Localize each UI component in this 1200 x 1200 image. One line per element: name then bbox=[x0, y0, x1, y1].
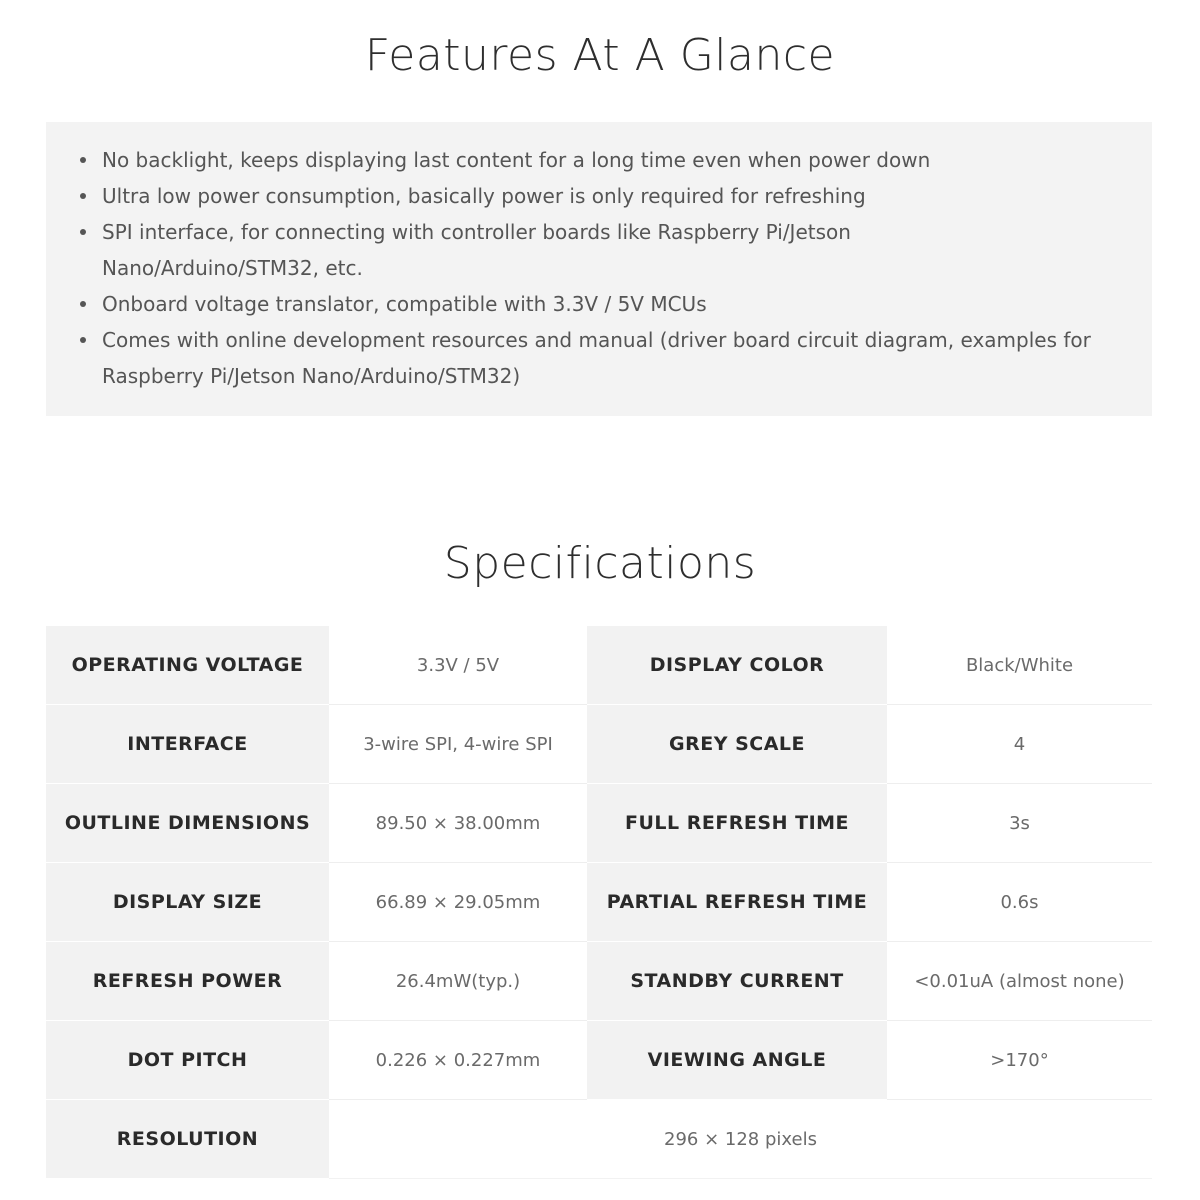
bullet-icon bbox=[80, 229, 86, 235]
table-row bbox=[46, 863, 1152, 942]
spec-value: 4 bbox=[887, 705, 1152, 784]
specs-title: Specifications bbox=[443, 538, 757, 589]
feature-item bbox=[76, 178, 1128, 214]
spec-label: DISPLAY COLOR bbox=[587, 626, 887, 705]
spec-value: 26.4mW(typ.) bbox=[329, 942, 587, 1021]
table-row bbox=[46, 1021, 1152, 1100]
feature-item bbox=[76, 142, 1128, 178]
feature-text: SPI interface, for connecting with controller boards like Raspberry Pi/Jetson Nano/Arduino/STM32, etc. bbox=[102, 220, 851, 280]
features-box bbox=[46, 122, 1152, 416]
bullet-icon bbox=[80, 157, 86, 163]
bullet-icon bbox=[80, 301, 86, 307]
spec-label: STANDBY CURRENT bbox=[587, 942, 887, 1021]
feature-item bbox=[76, 286, 1128, 322]
table-row bbox=[46, 1100, 1152, 1179]
spec-label: DOT PITCH bbox=[46, 1021, 329, 1100]
feature-item bbox=[76, 214, 1128, 286]
features-list bbox=[76, 142, 1128, 394]
spec-label: RESOLUTION bbox=[46, 1100, 329, 1179]
table-row bbox=[46, 942, 1152, 1021]
spec-label: VIEWING ANGLE bbox=[587, 1021, 887, 1100]
feature-text: Onboard voltage translator, compatible with 3.3V / 5V MCUs bbox=[102, 292, 707, 316]
spec-label: PARTIAL REFRESH TIME bbox=[587, 863, 887, 942]
spec-table bbox=[46, 626, 1152, 1179]
spec-label: FULL REFRESH TIME bbox=[587, 784, 887, 863]
table-row bbox=[46, 705, 1152, 784]
bullet-icon bbox=[80, 337, 86, 343]
features-title: Features At A Glance bbox=[364, 30, 836, 81]
spec-value: >170° bbox=[887, 1021, 1152, 1100]
spec-value: Black/White bbox=[887, 626, 1152, 705]
feature-item bbox=[76, 322, 1128, 394]
spec-label: GREY SCALE bbox=[587, 705, 887, 784]
spec-value: 0.6s bbox=[887, 863, 1152, 942]
table-row bbox=[46, 784, 1152, 863]
spec-label: REFRESH POWER bbox=[46, 942, 329, 1021]
spec-label: INTERFACE bbox=[46, 705, 329, 784]
spec-label: OUTLINE DIMENSIONS bbox=[46, 784, 329, 863]
spec-label: OPERATING VOLTAGE bbox=[46, 626, 329, 705]
spec-value: 66.89 × 29.05mm bbox=[329, 863, 587, 942]
spec-value: 89.50 × 38.00mm bbox=[329, 784, 587, 863]
spec-value: 3-wire SPI, 4-wire SPI bbox=[329, 705, 587, 784]
feature-text: Comes with online development resources and manual (driver board circuit diagram, examples for Raspberry Pi/Jetson Nano/Arduino/STM32) bbox=[102, 328, 1091, 388]
table-row bbox=[46, 626, 1152, 705]
spec-value: <0.01uA (almost none) bbox=[887, 942, 1152, 1021]
spec-value: 3s bbox=[887, 784, 1152, 863]
feature-text: No backlight, keeps displaying last content for a long time even when power down bbox=[102, 148, 931, 172]
spec-value: 3.3V / 5V bbox=[329, 626, 587, 705]
bullet-icon bbox=[80, 193, 86, 199]
spec-value: 296 × 128 pixels bbox=[329, 1100, 1152, 1179]
spec-value: 0.226 × 0.227mm bbox=[329, 1021, 587, 1100]
spec-label: DISPLAY SIZE bbox=[46, 863, 329, 942]
feature-text: Ultra low power consumption, basically power is only required for refreshing bbox=[102, 184, 866, 208]
